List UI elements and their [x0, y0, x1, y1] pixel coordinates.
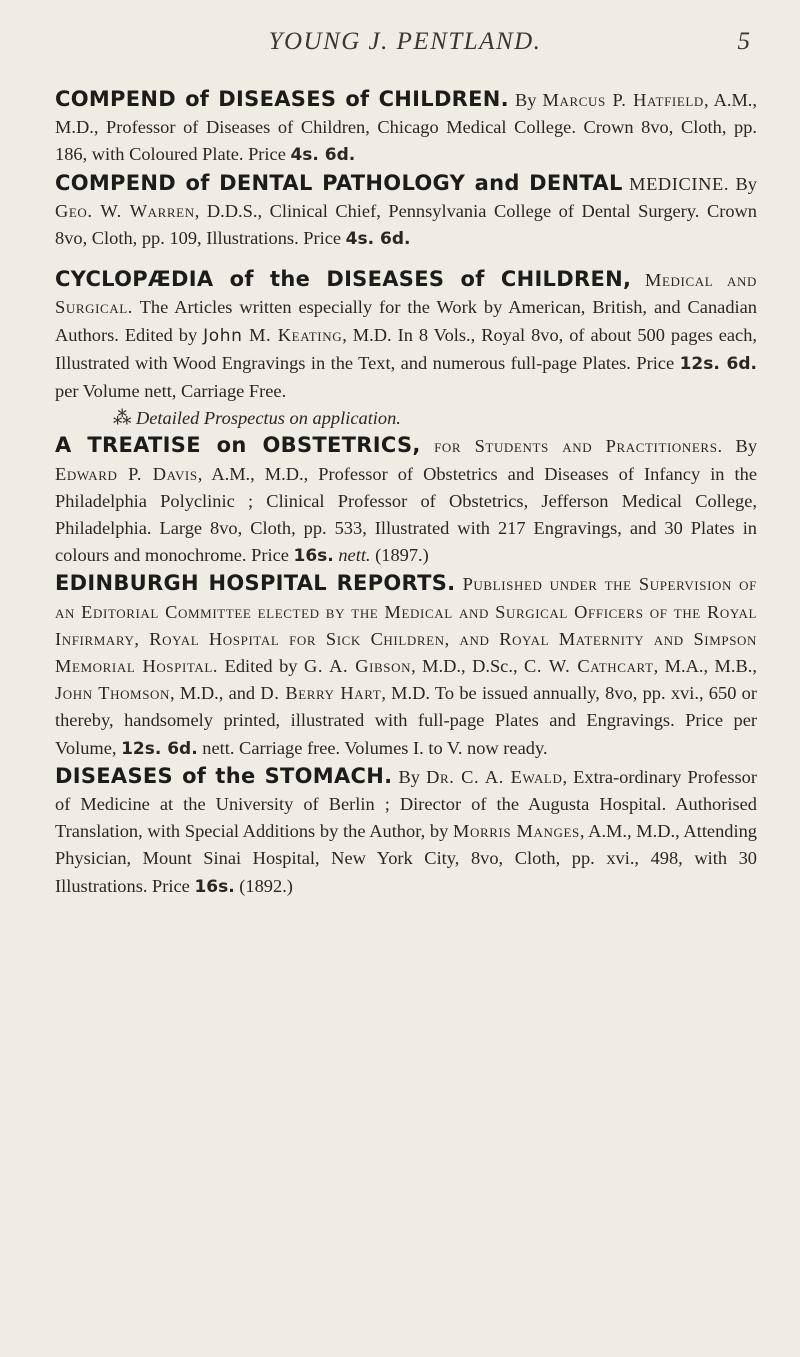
entry-note: ⁂ Detailed Prospectus on application.: [113, 408, 401, 429]
catalogue-entries: [55, 86, 757, 901]
entry-heading: COMPEND of DENTAL PATHOLOGY and DENTAL: [55, 170, 623, 195]
entry-subhead: Published under the Supervision of an Editorial Committee elected by the Medical and Surgical Officers of the Royal Infirmary, Royal Hospital for Sick Children, and Royal Maternity and Simpson Memorial Hospital.: [55, 574, 757, 677]
entry-heading: COMPEND of DISEASES of CHILDREN.: [55, 87, 509, 111]
entry-editor-first: John: [203, 325, 243, 346]
entry-by: By: [508, 90, 543, 110]
entry-text: , M.D. In 8 Vols., Royal 8vo, of about 500 pages each, Illustrated with Wood Engravings in the Text, and numerous full-page Plates. Price: [55, 324, 758, 373]
entry-nett: nett.: [333, 545, 371, 566]
entry-editor: M. Keating: [242, 324, 343, 345]
entry-author: Dr. C. A. Ewald: [426, 766, 563, 787]
entry-text: , M.D., D.Sc.,: [411, 656, 525, 677]
entry-price: 12s. 6d.: [121, 738, 198, 759]
entry-editor: D. Berry Hart: [260, 683, 382, 704]
entry-year: (1897.): [370, 545, 429, 566]
running-head: [60, 28, 750, 68]
entry-text: , Extra-ordinary Professor of Medicine at the University of Berlin ; Director of the Augusta Hospital. Authorised Translation, with Special Additions by the Author, by: [55, 766, 757, 842]
entry-treatise-obstetrics: [55, 432, 757, 570]
entry-heading: CYCLOPÆDIA of the DISEASES of CHILDREN,: [55, 267, 632, 292]
entry-author: Geo. W. Warren: [55, 200, 195, 221]
entry-cyclopaedia-diseases-children: [55, 266, 757, 432]
entry-editor: C. W. Cathcart: [524, 656, 654, 677]
running-head-title: YOUNG J. PENTLAND.: [268, 28, 542, 55]
entry-heading-cont: MEDICINE.: [629, 173, 730, 194]
entry-compend-dental-pathology: [55, 170, 757, 254]
entry-text: , A.M., M.D., Professor of Diseases of Children, Chicago Medical College. Crown 8vo, Cloth, pp. 186, with Coloured Plate. Price: [55, 90, 758, 165]
entry-compend-diseases-children: [55, 86, 757, 170]
entry-text: The Articles written especially for the Work by American, British, and Canadian Authors. Edited by: [55, 297, 757, 345]
entry-heading: A TREATISE on OBSTETRICS,: [55, 433, 421, 458]
entry-text: , D.D.S., Clinical Chief, Pennsylvania College of Dental Surgery. Crown 8vo, Cloth, pp. 109, Illustrations. Price: [55, 200, 758, 249]
entry-price: 4s. 6d.: [345, 229, 411, 250]
entry-heading: DISEASES of the STOMACH.: [55, 763, 393, 788]
entry-subhead: for Students and Practitioners.: [420, 436, 723, 457]
entry-text: , A.M., M.D., Attending Physician, Mount Sinai Hospital, New York City, 8vo, Cloth, pp. xvi., 498, with 30 Illustrations. Price: [55, 821, 757, 896]
page-number: 5: [737, 28, 750, 55]
entry-edinburgh-hospital-reports: [55, 570, 757, 762]
entry-text: , M.D., and: [170, 683, 261, 704]
entry-price: 4s. 6d.: [290, 145, 356, 166]
entry-year: (1892.): [234, 875, 293, 896]
entry-text: per Volume nett, Carriage Free.: [55, 381, 287, 402]
entry-diseases-stomach: [55, 763, 757, 901]
entry-author: Marcus P. Hatfield: [542, 90, 704, 110]
entry-text: Edited by: [218, 656, 304, 677]
entry-by: By: [722, 436, 758, 457]
entry-subhead: Medical and Surgical.: [55, 270, 757, 318]
entry-text: , M.D. To be issued annually, 8vo, pp. xvi., 650 or thereby, handsomely printed, illustrated with full-page Plates and Engravings. Price per Volume,: [55, 683, 757, 758]
entry-price: 12s. 6d.: [679, 353, 758, 374]
entry-text: nett. Carriage free. Volumes I. to V. now ready.: [197, 737, 548, 758]
entry-heading: EDINBURGH HOSPITAL REPORTS.: [55, 571, 456, 596]
entry-editor: John Thomson: [55, 683, 171, 704]
entry-translator: Morris Manges: [453, 821, 580, 842]
entry-text: , M.A., M.B.,: [653, 656, 757, 677]
entry-text: , A.M., M.D., Professor of Obstetrics and Diseases of Infancy in the Philadelphia Polyclinic ; Clinical Professor of Obstetrics, Jefferson Medical College, Philadelphia. Large 8vo, Cloth, pp. 533, Illustrated with 217 Engravings, and 30 Plates in colours and monochrome. Price: [55, 463, 757, 566]
entry-author: Edward P. Davis: [55, 463, 198, 484]
entry-editor: G. A. Gibson: [303, 656, 412, 677]
entry-price: 16s.: [293, 546, 334, 567]
entry-price: 16s.: [194, 876, 235, 897]
entry-by: By: [729, 173, 757, 194]
entry-by: By: [392, 766, 427, 787]
